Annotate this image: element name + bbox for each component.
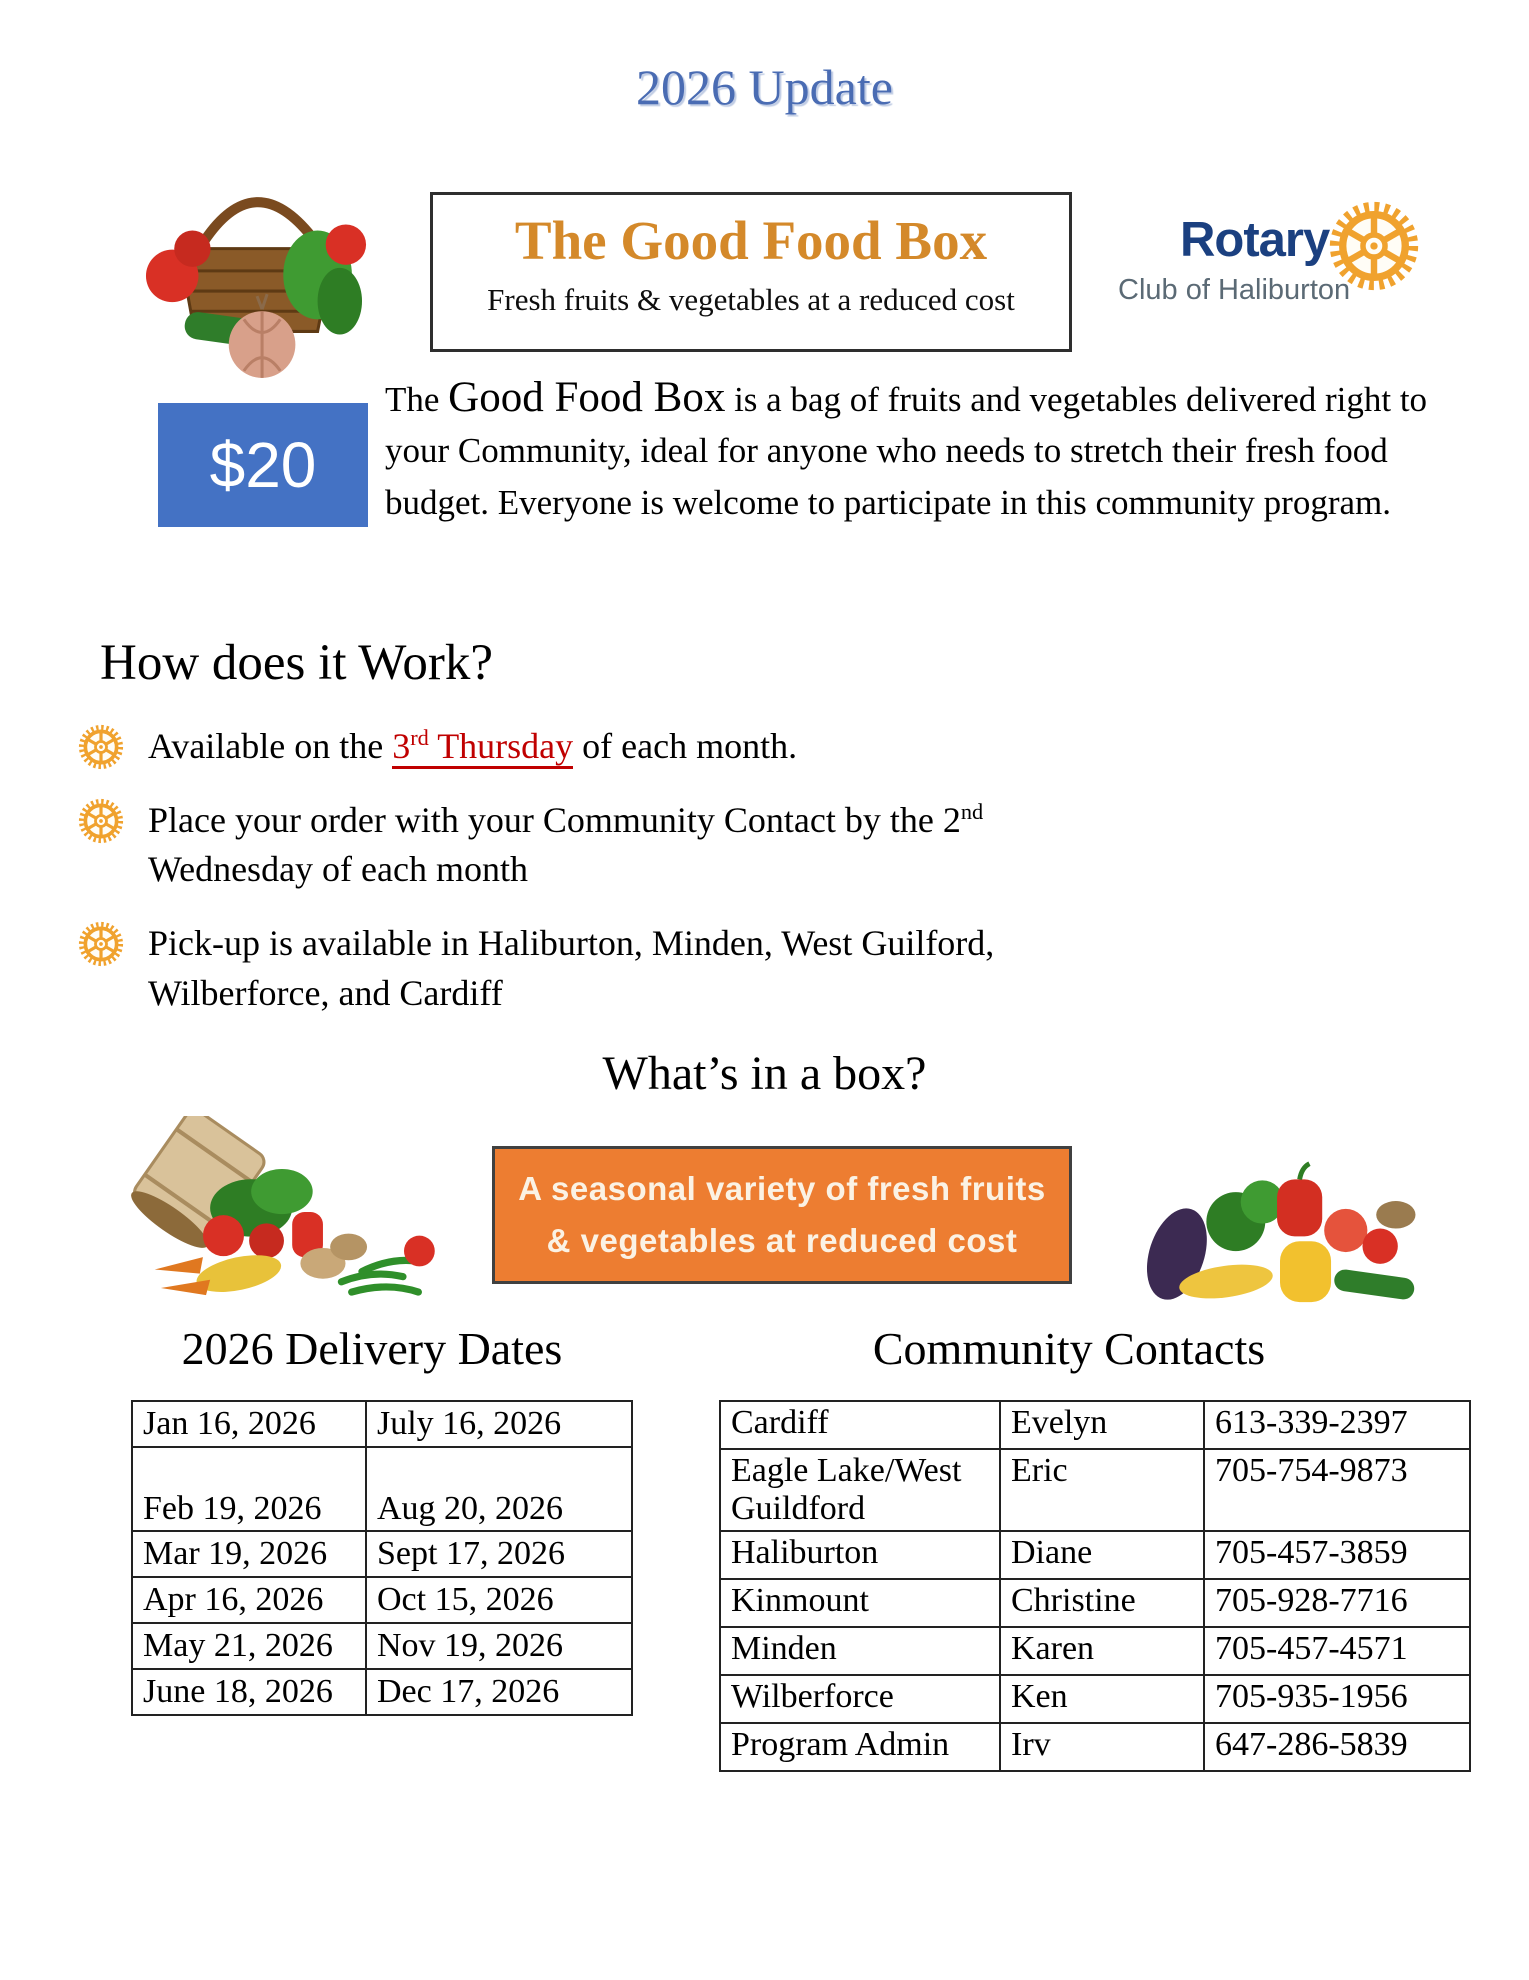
- intro-rest: is a bag of fruits and vegetables delivered right to your Community, ideal for anyone who needs to stretch their fresh food budget. Everyone is welcome to participate in this community program.: [385, 380, 1428, 522]
- intro-lead: The: [385, 380, 449, 419]
- bullet-availability-text: Available on the 3rd Thursday of each month.: [148, 722, 797, 772]
- contact-name-cell: Irv: [1000, 1723, 1204, 1771]
- bullet-pickup: [78, 919, 1358, 1018]
- how-it-works-heading: How does it Work?: [100, 635, 493, 691]
- table-row: [132, 1401, 632, 1447]
- price-badge: $20: [158, 403, 368, 527]
- contact-name-cell: Evelyn: [1000, 1401, 1204, 1449]
- program-title-box: [430, 192, 1072, 352]
- contact-community-cell: Eagle Lake/West Guildford: [720, 1449, 1000, 1531]
- contact-phone-cell: 705-754-9873: [1204, 1449, 1470, 1531]
- third-thursday-highlight: 3rd Thursday: [392, 726, 573, 769]
- delivery-dates-table: [131, 1400, 633, 1716]
- page-title: 2026 Update: [636, 59, 893, 115]
- contact-community-cell: Minden: [720, 1627, 1000, 1675]
- banner-line-1: A seasonal variety of fresh fruits: [518, 1170, 1046, 1207]
- delivery-date-cell: Dec 17, 2026: [366, 1669, 632, 1715]
- delivery-date-cell: Aug 20, 2026: [366, 1447, 632, 1531]
- contact-community-cell: Kinmount: [720, 1579, 1000, 1627]
- delivery-date-cell: July 16, 2026: [366, 1401, 632, 1447]
- contact-phone-cell: 705-457-3859: [1204, 1531, 1470, 1579]
- delivery-date-cell: Oct 15, 2026: [366, 1577, 632, 1623]
- community-contacts-table: [719, 1400, 1471, 1772]
- contact-name-cell: Ken: [1000, 1675, 1204, 1723]
- rotary-wheel-icon: [78, 724, 124, 770]
- whats-in-a-box-heading: What’s in a box?: [602, 1047, 927, 1100]
- contact-community-cell: Program Admin: [720, 1723, 1000, 1771]
- table-row: [132, 1623, 632, 1669]
- contact-phone-cell: 613-339-2397: [1204, 1401, 1470, 1449]
- table-row: [132, 1447, 632, 1531]
- rotary-logo: [1118, 200, 1448, 315]
- contact-community-cell: Wilberforce: [720, 1675, 1000, 1723]
- contact-name-cell: Karen: [1000, 1627, 1204, 1675]
- intro-paragraph: [385, 374, 1437, 528]
- delivery-date-cell: Mar 19, 2026: [132, 1531, 366, 1577]
- table-row: [720, 1675, 1470, 1723]
- bullet-ordering: [78, 796, 1358, 895]
- rotary-wheel-icon: [78, 798, 124, 844]
- table-row: [720, 1401, 1470, 1449]
- banner-line-2: & vegetables at reduced cost: [546, 1222, 1018, 1259]
- table-row: [132, 1531, 632, 1577]
- vegetables-group-image: [1126, 1148, 1434, 1310]
- table-row: [720, 1531, 1470, 1579]
- rotary-wheel-icon: [78, 921, 124, 967]
- rotary-wordmark: Rotary: [1180, 213, 1330, 267]
- bullet-pickup-text: Pick-up is available in Haliburton, Minden, West Guilford, Wilberforce, and Cardiff: [148, 923, 995, 1013]
- bullet-ordering-text: Place your order with your Community Contact by the 2nd Wednesday of each month: [148, 798, 984, 890]
- how-it-works-list: [78, 722, 1358, 1042]
- table-row: [132, 1669, 632, 1715]
- contact-community-cell: Haliburton: [720, 1531, 1000, 1579]
- contact-community-cell: Cardiff: [720, 1401, 1000, 1449]
- contact-name-cell: Christine: [1000, 1579, 1204, 1627]
- table-row: [720, 1627, 1470, 1675]
- vegetable-basket-image: [133, 178, 377, 390]
- delivery-date-cell: Apr 16, 2026: [132, 1577, 366, 1623]
- table-row: [720, 1579, 1470, 1627]
- intro-emphasis: Good Food Box: [448, 374, 726, 421]
- contact-name-cell: Eric: [1000, 1449, 1204, 1531]
- delivery-date-cell: Feb 19, 2026: [132, 1447, 366, 1531]
- contact-phone-cell: 705-457-4571: [1204, 1627, 1470, 1675]
- program-subtitle: Fresh fruits & vegetables at a reduced cost: [487, 282, 1015, 317]
- contact-phone-cell: 705-935-1956: [1204, 1675, 1470, 1723]
- seasonal-variety-banner: [492, 1146, 1072, 1284]
- delivery-date-cell: Jan 16, 2026: [132, 1401, 366, 1447]
- table-row: [132, 1577, 632, 1623]
- contact-name-cell: Diane: [1000, 1531, 1204, 1579]
- barrel-vegetables-image: [126, 1116, 444, 1304]
- table-row: [720, 1449, 1470, 1531]
- delivery-date-cell: May 21, 2026: [132, 1623, 366, 1669]
- table-row: [720, 1723, 1470, 1771]
- delivery-date-cell: Sept 17, 2026: [366, 1531, 632, 1577]
- community-contacts-heading: Community Contacts: [872, 1323, 1266, 1374]
- delivery-date-cell: Nov 19, 2026: [366, 1623, 632, 1669]
- contact-phone-cell: 705-928-7716: [1204, 1579, 1470, 1627]
- delivery-dates-heading: 2026 Delivery Dates: [181, 1323, 563, 1374]
- bullet-availability: [78, 722, 1358, 772]
- delivery-date-cell: June 18, 2026: [132, 1669, 366, 1715]
- program-title: The Good Food Box: [514, 210, 988, 271]
- contact-phone-cell: 647-286-5839: [1204, 1723, 1470, 1771]
- rotary-club-name: Club of Haliburton: [1118, 274, 1351, 306]
